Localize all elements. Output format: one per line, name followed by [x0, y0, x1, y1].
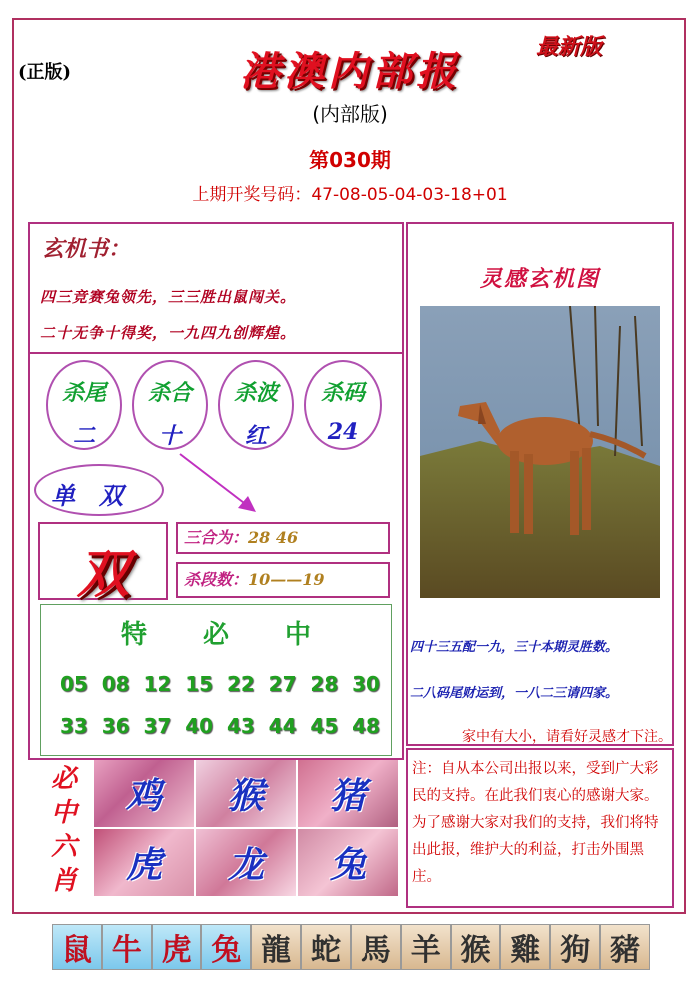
oval-value: 24 [327, 419, 359, 445]
inspiration-tip: 家中有大小，请看好灵感才下注。 [462, 729, 672, 745]
oval-label: 杀尾 [61, 380, 106, 406]
number: 15 [185, 672, 214, 696]
big-char: 双 [76, 544, 129, 605]
page-subtitle: (内部版) [312, 102, 388, 126]
page-title: 港澳内部报 [240, 48, 460, 95]
number: 40 [185, 714, 214, 738]
inspiration-line-1: 四十三五配一九，三十本期灵胜数。 [410, 640, 619, 655]
oval-label: 杀波 [233, 380, 278, 406]
zodiac-cell: 兔 [298, 829, 398, 896]
zodiac-cell: 猴 [196, 760, 296, 827]
zodiac-tile: 馬 [351, 924, 401, 970]
zodiac-tile: 猴 [451, 924, 501, 970]
oval-value: 十 [158, 423, 181, 449]
zodiac-tile: 狗 [550, 924, 600, 970]
sanhe-box [176, 522, 390, 554]
vertical-char: 六 [50, 832, 77, 862]
arrow-icon [176, 450, 266, 520]
zodiac-cell: 龙 [196, 829, 296, 896]
big-char-box [38, 522, 168, 605]
oval-kill-code [304, 360, 382, 450]
number: 12 [143, 672, 172, 696]
xuanjishu-line-1: 四三竞赛兔领先，三三胜出鼠闯关。 [40, 288, 297, 306]
odd-even-label: 单双 [51, 481, 147, 510]
zodiac-cell: 猪 [298, 760, 398, 827]
number: 27 [268, 672, 297, 696]
shaduan-box [176, 562, 390, 598]
number: 44 [268, 714, 297, 738]
tebizhong-title: 特必中 [120, 620, 367, 650]
zodiac-tile: 兔 [201, 924, 251, 970]
number: 30 [352, 672, 380, 696]
notice-text: 注：自从本公司出报以来，受到广大彩民的支持。在此我们衷心的感谢大家。为了感谢大家对我们的支持，我们将特出此报，维护大的利益，打击外围黑庄。 [412, 761, 659, 885]
xuanjishu-title: 玄机书： [42, 236, 131, 262]
six-zodiac-vertical-label [44, 762, 84, 898]
vertical-char: 必 [50, 764, 77, 794]
zodiac-tile: 雞 [500, 924, 550, 970]
newest-edition-label: 最新版 [536, 34, 603, 60]
oval-kill-wave [218, 360, 294, 450]
number: 33 [60, 714, 88, 738]
vertical-char: 肖 [50, 866, 77, 896]
zodiac-tile: 虎 [152, 924, 202, 970]
zodiac-tile: 牛 [102, 924, 152, 970]
shaduan-label: 杀段数： [184, 570, 249, 589]
issue-number: 第030期 [309, 148, 391, 172]
number-row-1 [60, 672, 380, 696]
number: 36 [101, 714, 130, 738]
xuanjishu-line-2: 二十无争十得奖，一九四九创辉煌。 [40, 324, 297, 342]
zodiac-bar [52, 924, 650, 970]
oval-value: 红 [244, 423, 267, 449]
number: 05 [60, 672, 88, 696]
number: 43 [226, 714, 255, 738]
zodiac-tile: 龍 [251, 924, 301, 970]
number: 45 [310, 714, 339, 738]
dog-photo [420, 306, 660, 598]
number: 22 [226, 672, 255, 696]
zodiac-tile: 羊 [401, 924, 451, 970]
number: 48 [352, 714, 380, 738]
sanhe-label: 三合为： [184, 528, 249, 547]
six-zodiac-grid [94, 760, 398, 896]
number: 28 [310, 672, 339, 696]
oval-value: 二 [72, 423, 95, 449]
zodiac-tile: 鼠 [52, 924, 102, 970]
last-draw-numbers: 上期开奖号码：47-08-05-04-03-18+01 [192, 185, 508, 205]
vertical-char: 中 [50, 798, 77, 828]
oval-kill-tail [46, 360, 122, 450]
number: 37 [143, 714, 172, 738]
zodiac-tile: 蛇 [301, 924, 351, 970]
inspiration-line-2: 二八码尾财运到，一八二三请四家。 [410, 686, 619, 701]
divider [30, 352, 402, 354]
oval-label: 杀码 [320, 380, 365, 406]
number: 08 [101, 672, 130, 696]
number-row-2 [60, 714, 380, 738]
sanhe-value: 28 46 [248, 528, 299, 547]
oval-kill-sum [132, 360, 208, 450]
zodiac-cell: 虎 [94, 829, 194, 896]
zodiac-tile: 豬 [600, 924, 650, 970]
odd-even-oval [34, 464, 164, 516]
zodiac-cell: 鸡 [94, 760, 194, 827]
edition-label: (正版) [18, 62, 72, 83]
oval-label: 杀合 [147, 380, 192, 406]
inspiration-title: 灵感玄机图 [479, 266, 600, 292]
shaduan-value: 10——19 [248, 570, 325, 589]
